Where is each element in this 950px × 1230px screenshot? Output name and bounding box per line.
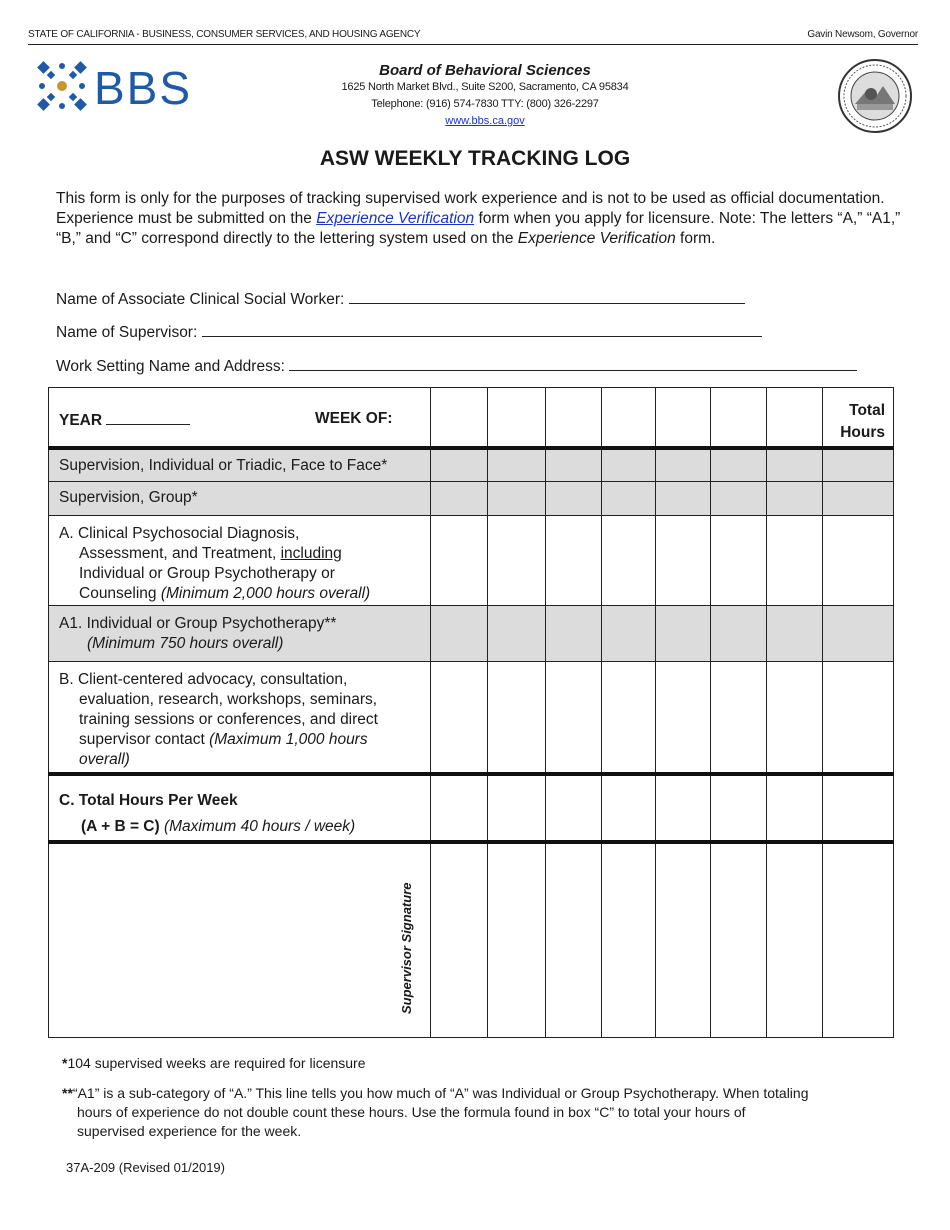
supervisor-name-label: Name of Supervisor: — [56, 324, 198, 341]
hours-cell[interactable] — [656, 482, 711, 516]
total-label-1: Total — [849, 402, 885, 419]
week-cell[interactable] — [711, 388, 767, 448]
hours-cell[interactable] — [711, 774, 767, 842]
intro-paragraph — [56, 189, 906, 249]
hours-cell[interactable] — [546, 516, 602, 606]
bbs-logo — [36, 60, 226, 114]
hours-cell[interactable] — [431, 606, 488, 662]
a-line-3: Individual or Group Psychotherapy or — [79, 565, 335, 582]
row-label-supervision-individual: Supervision, Individual or Triadic, Face to Face* — [49, 448, 431, 482]
hours-cell[interactable] — [546, 662, 602, 774]
c-line-1: C. Total Hours Per Week — [59, 791, 238, 809]
form-code: 37A-209 (Revised 01/2019) — [66, 1160, 225, 1175]
signature-cell[interactable] — [823, 842, 894, 1038]
signature-cell[interactable] — [488, 842, 546, 1038]
b-line-5: overall) — [79, 751, 130, 768]
signature-cell[interactable] — [602, 842, 656, 1038]
asw-name-field[interactable] — [56, 289, 745, 309]
footnote-1-marker: * — [62, 1055, 68, 1071]
hours-cell[interactable] — [656, 606, 711, 662]
c-line-2-italic: (Maximum 40 hours / week) — [159, 817, 356, 835]
a1-line-1: A1. Individual or Group Psychotherapy** — [59, 615, 337, 632]
hours-cell[interactable] — [767, 516, 823, 606]
total-cell[interactable] — [823, 448, 894, 482]
hours-cell[interactable] — [488, 606, 546, 662]
week-cell[interactable] — [431, 388, 488, 448]
hours-cell[interactable] — [711, 482, 767, 516]
a-line-2: Assessment, and Treatment, — [79, 545, 281, 562]
row-label-c — [49, 774, 431, 842]
table-header-row — [49, 388, 894, 448]
table-row — [49, 448, 894, 482]
hours-cell[interactable] — [431, 448, 488, 482]
top-header-bar — [28, 29, 918, 45]
footnote-2-line-3: supervised experience for the week. — [77, 1123, 302, 1139]
a-line-4-italic: (Minimum 2,000 hours overall) — [160, 585, 371, 602]
year-label: YEAR — [59, 412, 103, 429]
intro-text-2: form when you apply for licensure. Note: The letters “A,” “A1,” “B,” and “C” correspond directly to the lettering system used on the — [56, 210, 901, 247]
a-line-2-underline: including — [280, 545, 342, 562]
work-setting-label: Work Setting Name and Address: — [56, 358, 285, 375]
experience-verification-link[interactable]: Experience Verification — [316, 210, 475, 227]
header-divider — [28, 44, 918, 45]
hours-cell[interactable] — [711, 516, 767, 606]
hours-cell[interactable] — [767, 482, 823, 516]
footnote-2-line-1: “A1” is a sub-category of “A.” This line tells you how much of “A” was Individual or Group Psychotherapy. When totaling — [72, 1085, 809, 1101]
hours-cell[interactable] — [656, 516, 711, 606]
hours-cell[interactable] — [711, 606, 767, 662]
b-line-1: B. Client-centered advocacy, consultation, — [59, 671, 348, 688]
hours-cell[interactable] — [546, 448, 602, 482]
signature-cell[interactable] — [431, 842, 488, 1038]
total-cell[interactable] — [823, 662, 894, 774]
tracking-log-table — [48, 387, 894, 1038]
asw-name-label: Name of Associate Clinical Social Worker: — [56, 291, 345, 308]
a1-line-2: (Minimum 750 hours overall) — [87, 635, 284, 652]
bbs-logo-mark-icon — [37, 61, 87, 111]
week-cell[interactable] — [488, 388, 546, 448]
hours-cell[interactable] — [488, 516, 546, 606]
hours-cell[interactable] — [602, 662, 656, 774]
week-cell[interactable] — [656, 388, 711, 448]
hours-cell[interactable] — [546, 482, 602, 516]
table-row — [49, 516, 894, 606]
total-cell[interactable] — [823, 774, 894, 842]
page-title: ASW WEEKLY TRACKING LOG — [319, 147, 631, 170]
footnote-2-line-2: hours of experience do not double count these hours. Use the formula found in box “C” to total your hours of — [77, 1104, 746, 1120]
signature-cell[interactable] — [767, 842, 823, 1038]
california-state-seal-icon — [837, 58, 913, 134]
week-cell[interactable] — [767, 388, 823, 448]
hours-cell[interactable] — [711, 448, 767, 482]
hours-cell[interactable] — [656, 662, 711, 774]
hours-cell[interactable] — [602, 516, 656, 606]
intro-text-3: form. — [675, 230, 716, 247]
hours-cell[interactable] — [488, 774, 546, 842]
board-website-link[interactable]: www.bbs.ca.gov — [445, 115, 525, 127]
footnote-1-text: 104 supervised weeks are required for licensure — [67, 1055, 366, 1071]
hours-cell[interactable] — [602, 482, 656, 516]
week-cell[interactable] — [546, 388, 602, 448]
total-cell[interactable] — [823, 606, 894, 662]
b-line-2: evaluation, research, workshops, seminars, — [79, 691, 378, 708]
table-row — [49, 482, 894, 516]
a-line-4: Counseling — [79, 585, 161, 602]
b-line-3: training sessions or conferences, and direct — [79, 711, 378, 728]
work-setting-field[interactable] — [56, 356, 857, 376]
intro-text-1: This form is only for the purposes of tracking supervised work experience and is not to be used as official documentation. Experience must be submitted on the — [56, 190, 885, 227]
table-row — [49, 774, 894, 842]
work-setting-blank[interactable] — [289, 356, 857, 371]
year-blank[interactable] — [106, 410, 190, 425]
c-line-2-formula: (A + B = C) — [81, 817, 160, 835]
footnote-2 — [62, 1084, 912, 1141]
hours-cell[interactable] — [602, 774, 656, 842]
row-label-supervision-group: Supervision, Group* — [49, 482, 431, 516]
hours-cell[interactable] — [488, 448, 546, 482]
total-hours-header — [823, 388, 894, 448]
supervisor-name-blank[interactable] — [202, 322, 762, 337]
signature-cell[interactable] — [656, 842, 711, 1038]
footnote-2-marker: ** — [62, 1085, 73, 1101]
board-info — [300, 62, 670, 129]
signature-label-cell — [49, 842, 431, 1038]
asw-name-blank[interactable] — [349, 289, 745, 304]
hours-cell[interactable] — [431, 774, 488, 842]
total-cell[interactable] — [823, 516, 894, 606]
hours-cell[interactable] — [711, 662, 767, 774]
hours-cell[interactable] — [431, 516, 488, 606]
board-address: 1625 North Market Blvd., Suite S200, Sacramento, CA 95834 — [341, 81, 629, 93]
hours-cell[interactable] — [488, 662, 546, 774]
board-phone: Telephone: (916) 574-7830 TTY: (800) 326-2297 — [371, 98, 599, 110]
b-line-4: supervisor contact — [79, 731, 210, 748]
hours-cell[interactable] — [767, 606, 823, 662]
intro-italic: Experience Verification — [517, 230, 676, 247]
governor-name: Gavin Newsom, Governor — [807, 29, 918, 40]
total-label-2: Hours — [840, 424, 885, 441]
year-week-header — [49, 388, 431, 448]
bbs-logo-text: BBS — [94, 62, 193, 114]
signature-cell[interactable] — [711, 842, 767, 1038]
b-line-4-italic: (Maximum 1,000 hours — [209, 731, 368, 748]
agency-name: STATE OF CALIFORNIA - BUSINESS, CONSUMER SERVICES, AND HOUSING AGENCY — [28, 29, 421, 40]
hours-cell[interactable] — [656, 774, 711, 842]
signature-row — [49, 842, 894, 1038]
hours-cell[interactable] — [767, 662, 823, 774]
week-cell[interactable] — [602, 388, 656, 448]
table-row — [49, 662, 894, 774]
row-label-b — [49, 662, 431, 774]
total-cell[interactable] — [823, 482, 894, 516]
hours-cell[interactable] — [656, 448, 711, 482]
a-line-1: A. Clinical Psychosocial Diagnosis, — [59, 525, 300, 542]
week-of-label: WEEK OF: — [315, 410, 393, 427]
table-row — [49, 606, 894, 662]
hours-cell[interactable] — [546, 774, 602, 842]
hours-cell[interactable] — [546, 606, 602, 662]
hours-cell[interactable] — [767, 774, 823, 842]
hours-cell[interactable] — [431, 662, 488, 774]
hours-cell[interactable] — [431, 482, 488, 516]
hours-cell[interactable] — [767, 448, 823, 482]
board-name: Board of Behavioral Sciences — [379, 62, 591, 79]
hours-cell[interactable] — [488, 482, 546, 516]
supervisor-name-field[interactable] — [56, 322, 762, 342]
signature-cell[interactable] — [546, 842, 602, 1038]
row-label-a — [49, 516, 431, 606]
supervisor-signature-label: Supervisor Signature — [399, 882, 414, 1014]
footnote-1 — [62, 1054, 366, 1073]
row-label-a1 — [49, 606, 431, 662]
hours-cell[interactable] — [602, 448, 656, 482]
hours-cell[interactable] — [602, 606, 656, 662]
